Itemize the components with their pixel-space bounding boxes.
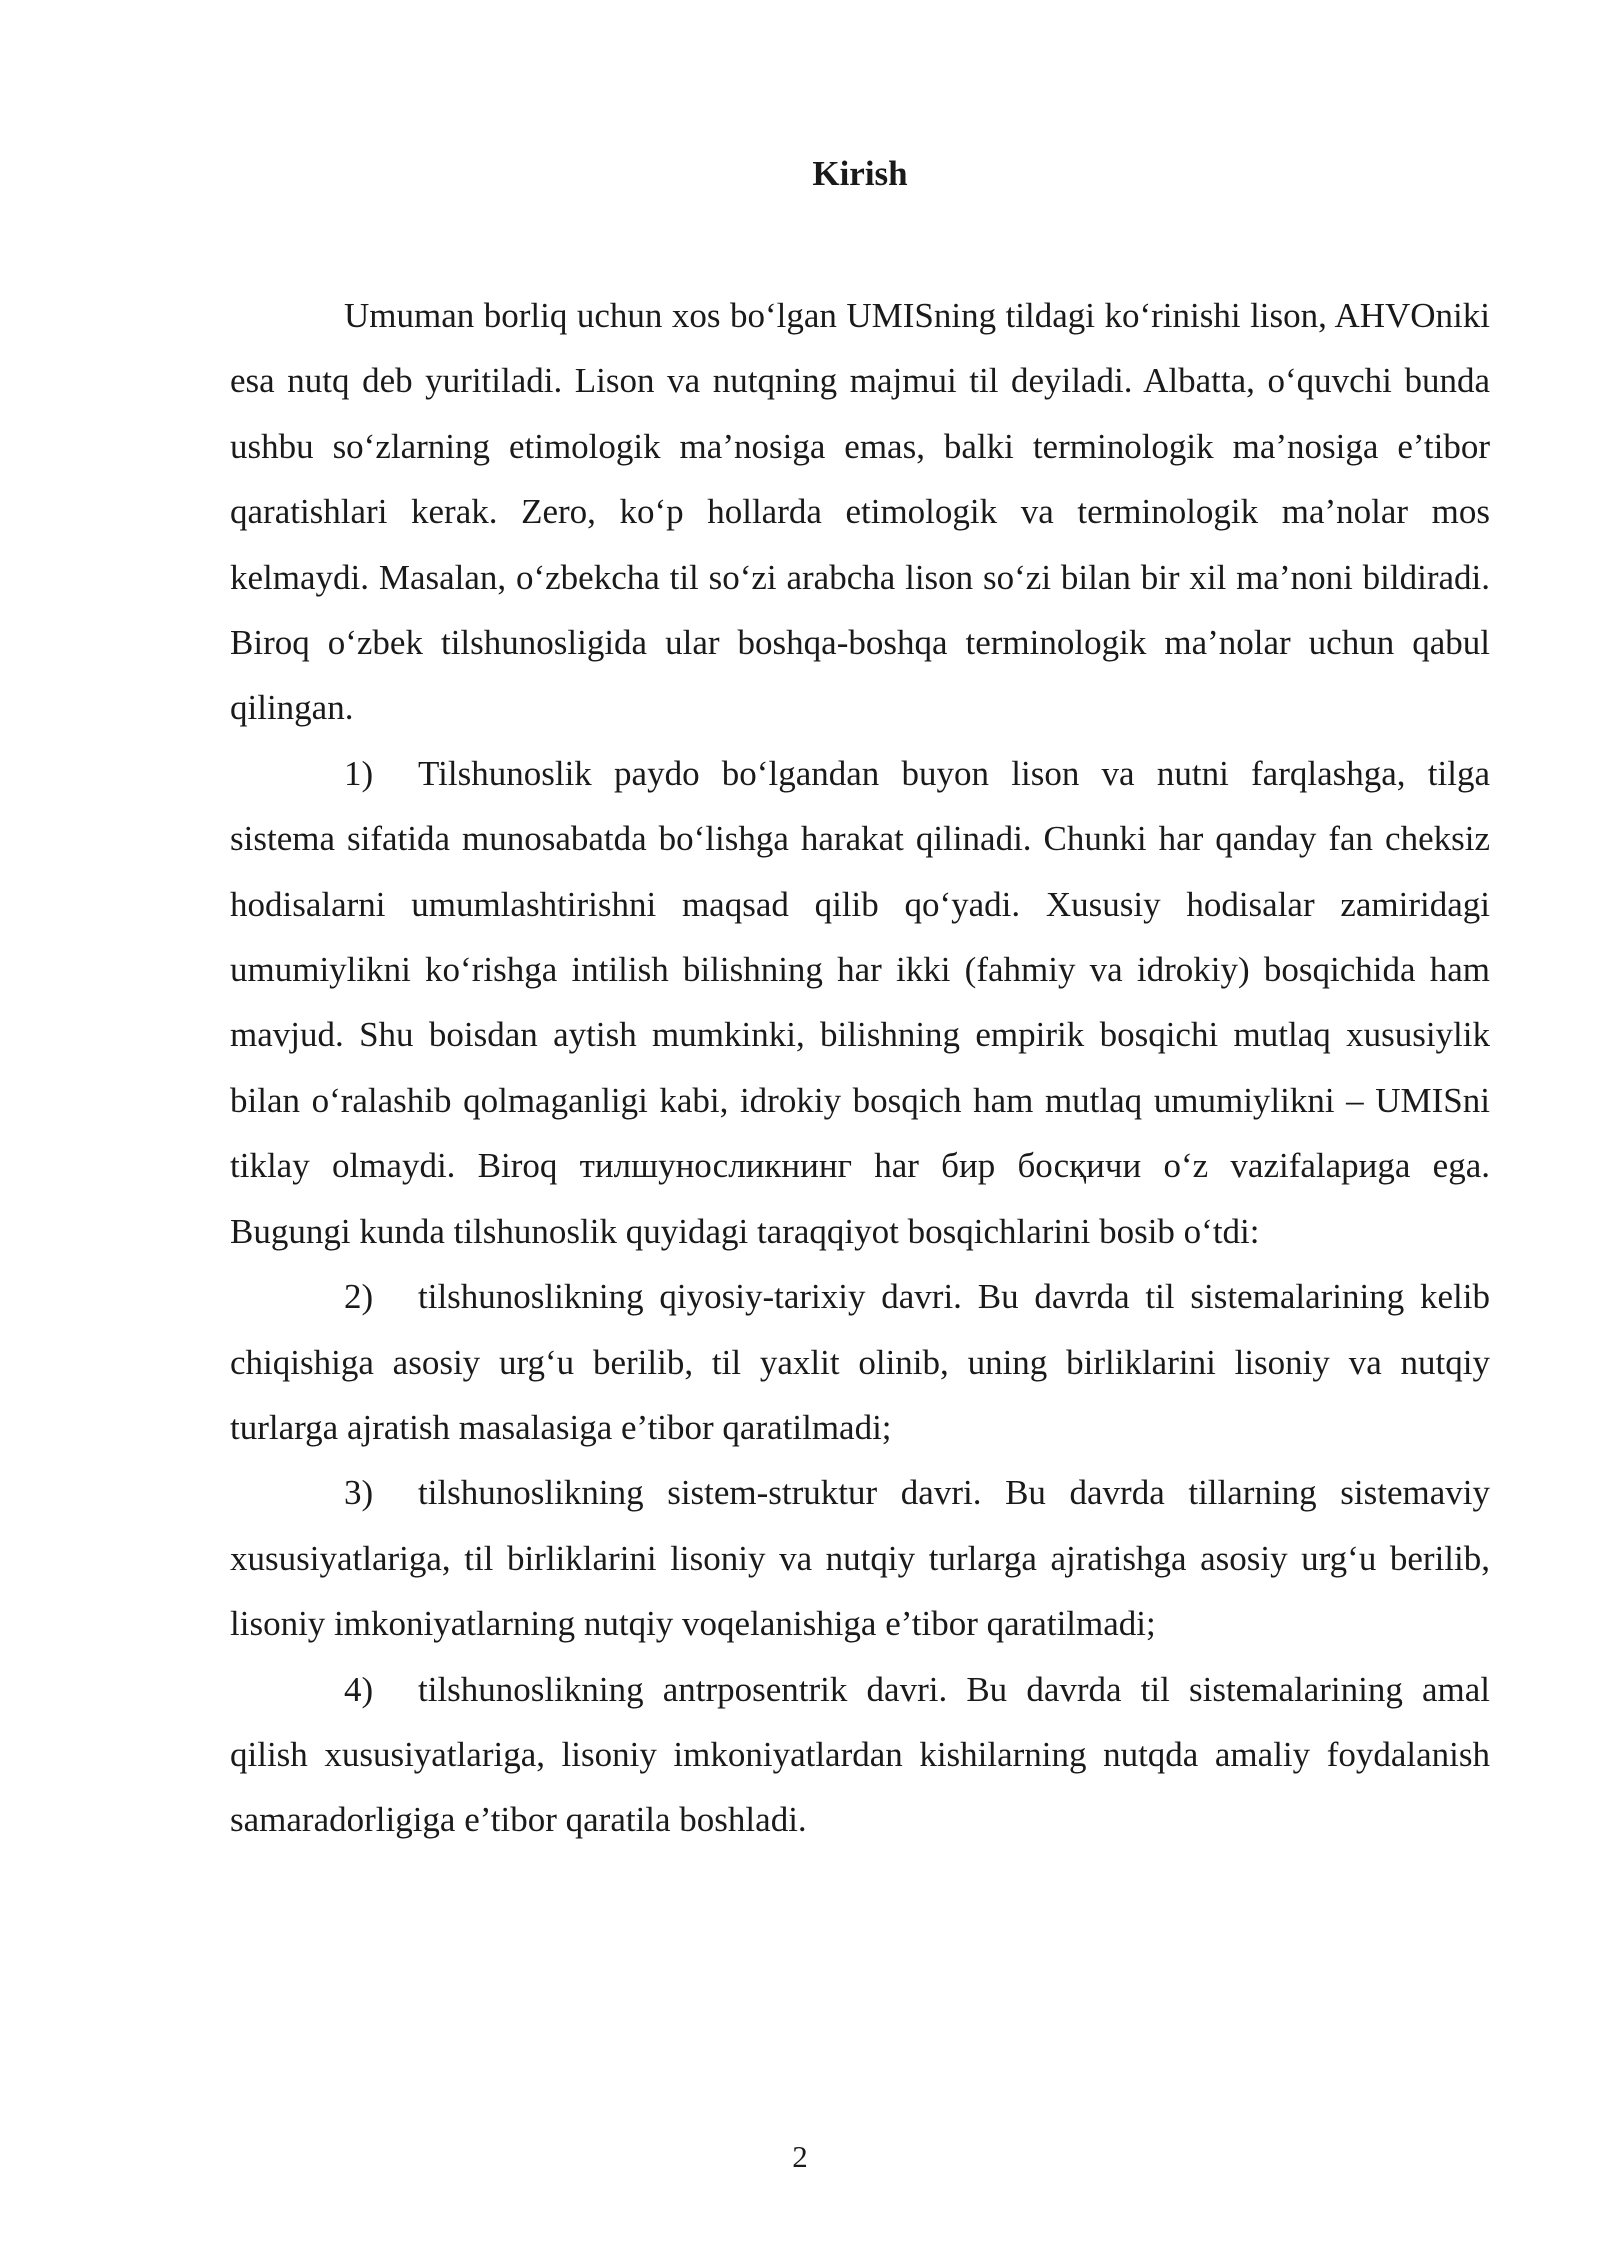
paragraph-text: Umuman borliq uchun xos bo‘lgan UMISning tildagi ko‘rinishi lison, AHVOniki esa nutq deb yuritiladi. Lison va nutqning majmui til deyiladi. Albatta, o‘quvchi bunda ushbu so‘zlarning etimologik ma’nosiga emas, balki terminologik ma’nosiga e’tibor qaratishlari kerak. Zero, ko‘p hollarda etimologik va terminologik ma’nolar mos kelmaydi. Masalan, o‘zbekcha til so‘zi arabcha lison so‘zi bilan bir xil ma’noni bildiradi. Biroq o‘zbek tilshunosligida ular boshqa-boshqa terminologik ma’nolar uchun qabul qilingan. <box>230 296 1490 728</box>
document-body <box>230 283 1490 1853</box>
list-number: 4) <box>344 1669 374 1709</box>
paragraph-item-2 <box>230 1264 1490 1460</box>
paragraph-item-3 <box>230 1460 1490 1656</box>
page-title: Kirish <box>812 154 908 193</box>
paragraph-text: tilshunoslikning sistem-struktur davri. Bu davrda tillarning sistemaviy xususiyatlariga, til birliklarini lisoniy va nutqiy turlarga ajratishga asosiy urg‘u berilib, lisoniy imkoniyatlarning nutqiy voqelanishiga e’tibor qaratilmadi; <box>230 1473 1490 1644</box>
paragraph-item-4 <box>230 1657 1490 1853</box>
paragraph-intro <box>230 283 1490 741</box>
list-number: 3) <box>344 1473 374 1513</box>
list-number: 2) <box>344 1277 374 1317</box>
paragraph-text: tilshunoslikning qiyosiy-tarixiy davri. Bu davrda til sistemalarining kelib chiqishiga asosiy urg‘u berilib, til yaxlit olinib, uning birliklarini lisoniy va nutqiy turlarga ajratish masalasiga e’tibor qaratilmadi; <box>230 1277 1490 1447</box>
list-number: 1) <box>344 753 374 793</box>
page-number: 2 <box>792 2139 808 2174</box>
paragraph-text: tilshunoslikning antrposentrik davri. Bu davrda til sistemalarining amal qilish xususiyatlariga, lisoniy imkoniyatlardan kishilarning nutqda amaliy foydalanish samaradorligiga e’tibor qaratila boshladi. <box>230 1669 1490 1840</box>
paragraph-item-1 <box>230 741 1490 1264</box>
paragraph-text: Tilshunoslik paydo bo‘lgandan buyon lison va nutni farqlashga, tilga sistema sifatida munosabatda bo‘lishga harakat qilinadi. Chunki har qanday fan cheksiz hodisalarni umumlashtirishni maqsad qilib qo‘yadi. Xususiy hodisalar zamiridagi umumiylikni ko‘rishga intilish bilishning har ikki (fahmiy va idrokiy) bosqichida ham mavjud. Shu boisdan aytish mumkinki, bilishning empirik bosqichi mutlaq xususiylik bilan o‘ralashib qolmaganligi kabi, idrokiy bosqich ham mutlaq umumiylikni – UMISni tiklay olmaydi. Biroq тилшуносликнинг har бир босқичи o‘z vazifalариga ega. Bugungi kunda tilshunoslik quyidagi taraqqiyot bosqichlarini bosib o‘tdi: <box>230 753 1490 1251</box>
